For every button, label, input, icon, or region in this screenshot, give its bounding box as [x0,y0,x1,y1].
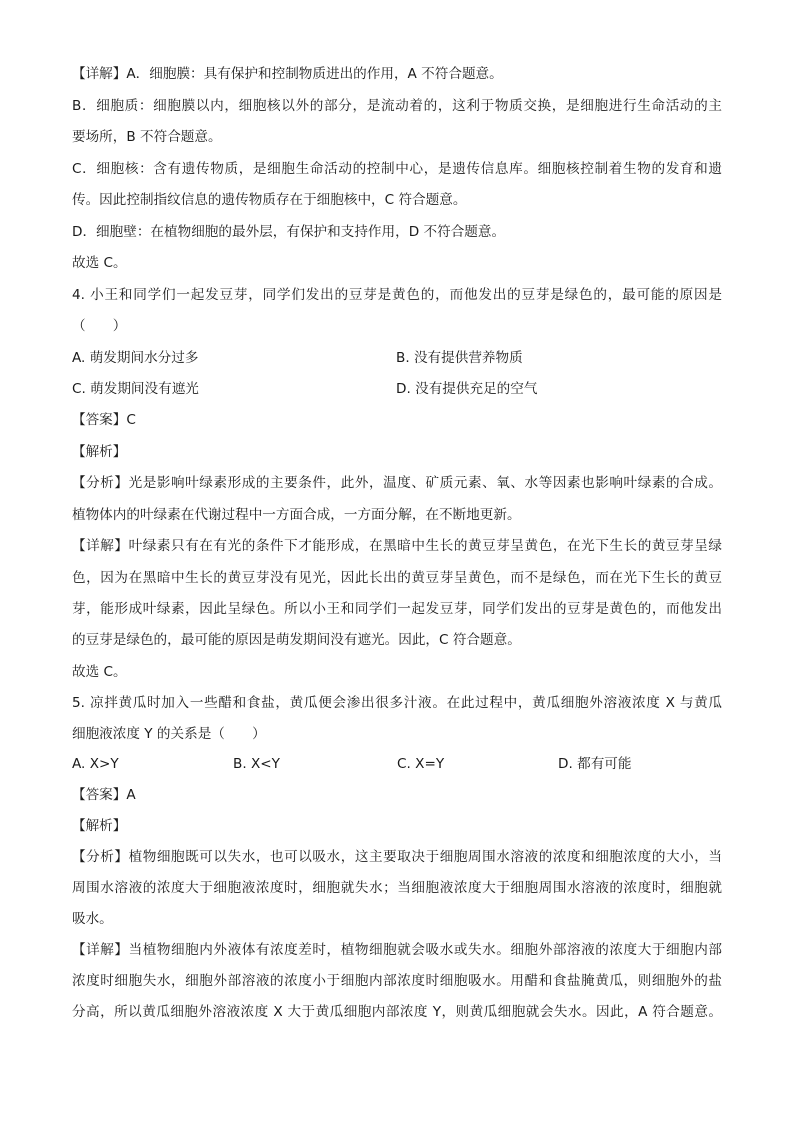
question-5-stem: 细胞液浓度 Y 的关系是（ ） [72,726,266,742]
question-4-stem: 4. 小王和同学们一起发豆芽，同学们发出的豆芽是黄色的，而他发出的豆芽是绿色的，最可能的原因是 [72,287,722,303]
q5-analysis-line: 吸水。 [72,911,113,927]
q4-analysis-line: 植物体内的叶绿素在代谢过程中一方面合成，一方面分解，在不断地更新。 [72,507,521,523]
q5-option-b: B. X<Y [233,756,280,772]
q5-option-d: D. 都有可能 [558,756,632,772]
explanation-line: B．细胞质：细胞膜以内，细胞核以外的部分，是流动着的，这利于物质交换，是细胞进行生命活动的主 [72,98,722,114]
q4-option-d: D. 没有提供充足的空气 [396,381,538,397]
explanation-line: 【详解】A．细胞膜：具有保护和控制物质进出的作用，A 不符合题意。 [72,66,503,82]
conclusion-line: 故选 C。 [72,255,127,271]
q5-detail-line: 浓度时细胞失水，细胞外部溶液的浓度小于细胞内部浓度时细胞吸水。用醋和食盐腌黄瓜，则细胞外的盐 [72,973,722,989]
q5-option-a: A. X>Y [72,756,119,772]
q5-analysis-label: 【解析】 [72,818,127,834]
q5-answer: 【答案】A [72,787,136,803]
explanation-line: 要场所，B 不符合题意。 [72,129,222,145]
q4-option-c: C. 萌发期间没有遮光 [72,381,199,397]
explanation-line: C．细胞核：含有遗传物质，是细胞生命活动的控制中心，是遗传信息库。细胞核控制着生物的发育和遗 [72,161,722,177]
q4-answer: 【答案】C [72,412,136,428]
explanation-line: 传。因此控制指纹信息的遗传物质存在于细胞核中，C 符合题意。 [72,192,467,208]
q4-option-a: A. 萌发期间水分过多 [72,350,199,366]
q5-detail-line: 【详解】当植物细胞内外液体有浓度差时，植物细胞就会吸水或失水。细胞外部溶液的浓度大于细胞内部 [72,942,722,958]
q4-detail-line: 的豆芽是绿色的，最可能的原因是萌发期间没有遮光。因此，C 符合题意。 [72,632,521,648]
q5-detail-line: 分高，所以黄瓜细胞外溶液浓度 X 大于黄瓜细胞内部浓度 Y，则黄瓜细胞就会失水。因此，A 符合题意。 [72,1004,722,1020]
q4-detail-line: 【详解】叶绿素只有在有光的条件下才能形成，在黑暗中生长的黄豆芽呈黄色，在光下生长的黄豆芽呈绿 [72,538,722,554]
q4-detail-line: 色，因为在黑暗中生长的黄豆芽没有见光，因此长出的黄豆芽呈黄色，而不是绿色，而在光下生长的黄豆 [72,570,722,586]
question-4-blank: （ ） [72,318,127,334]
q4-conclusion: 故选 C。 [72,664,127,680]
q4-analysis-line: 【分析】光是影响叶绿素形成的主要条件，此外，温度、矿质元素、氧、水等因素也影响叶绿素的合成。 [72,475,722,491]
q4-analysis-label: 【解析】 [72,444,127,460]
q4-detail-line: 芽，能形成叶绿素，因此呈绿色。所以小王和同学们一起发豆芽，同学们发出的豆芽是黄色的，而他发出 [72,601,722,617]
q5-analysis-line: 周围水溶液的浓度大于细胞液浓度时，细胞就失水；当细胞液浓度大于细胞周围水溶液的浓度时，细胞就 [72,880,722,896]
question-5-stem: 5. 凉拌黄瓜时加入一些醋和食盐，黄瓜便会渗出很多汁液。在此过程中，黄瓜细胞外溶液浓度 X 与黄瓜 [72,695,722,711]
explanation-line: D．细胞壁：在植物细胞的最外层，有保护和支持作用，D 不符合题意。 [72,224,506,240]
q5-option-c: C. X=Y [397,756,445,772]
q5-analysis-line: 【分析】植物细胞既可以失水，也可以吸水，这主要取决于细胞周围水溶液的浓度和细胞浓度的大小，当 [72,849,722,865]
q4-option-b: B. 没有提供营养物质 [396,350,523,366]
